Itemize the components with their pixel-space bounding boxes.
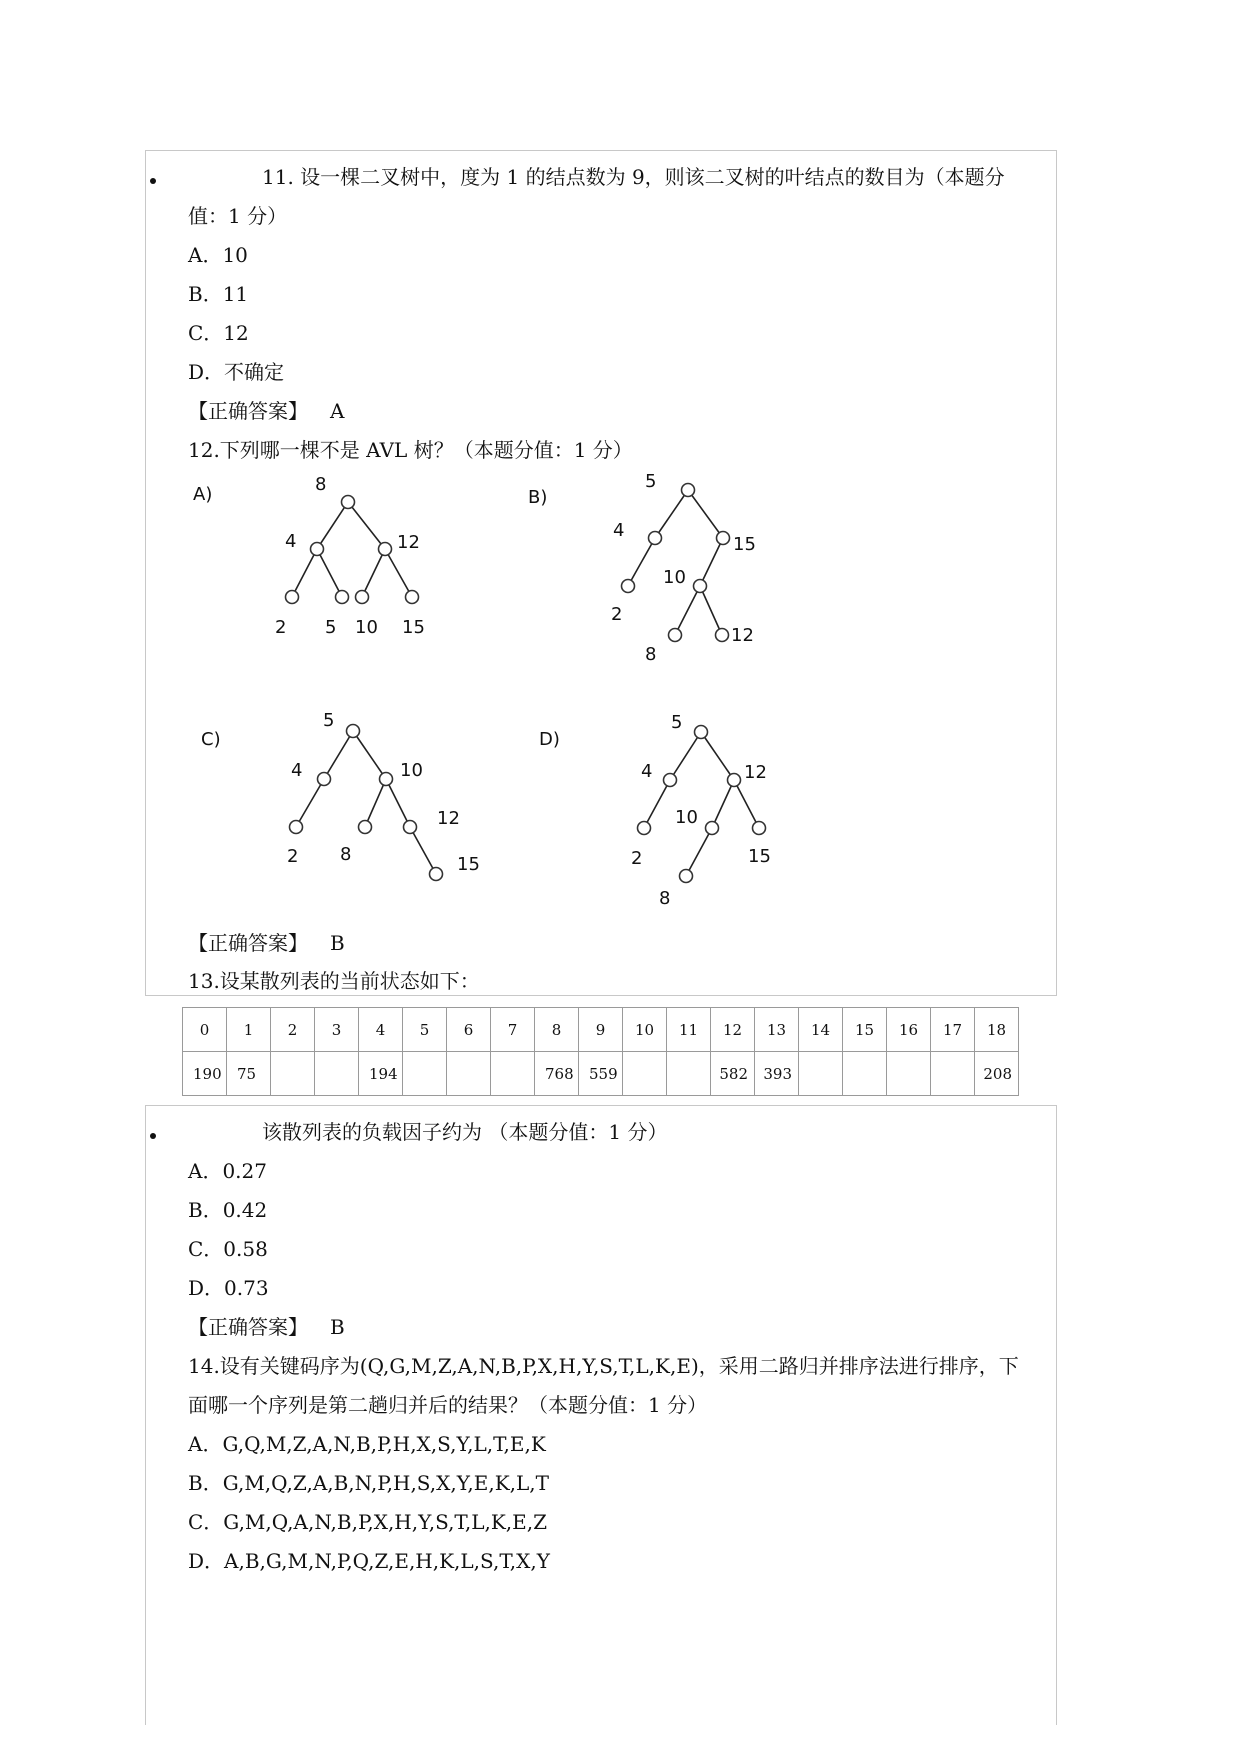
tree-c-value: 2 (287, 846, 299, 867)
q14-line2: 面哪一个序列是第二趟归并后的结果？（本题分值：1 分） (188, 1393, 708, 1417)
hash-value-cell (315, 1052, 359, 1096)
hash-index-cell: 14 (799, 1008, 843, 1052)
hash-index-cell: 8 (535, 1008, 579, 1052)
tree-d-node (706, 822, 719, 835)
hash-value-cell: 190 (183, 1052, 227, 1096)
hash-value-cell (887, 1052, 931, 1096)
tree-b-node (622, 580, 635, 593)
tree-a-node (342, 496, 355, 509)
answer-label: 【正确答案】 (188, 1315, 308, 1339)
tree-c-value: 10 (400, 760, 423, 781)
answer-value: A (330, 399, 345, 423)
tree-d (631, 712, 771, 909)
tree-c-node (347, 725, 360, 738)
tree-b-value: 5 (645, 471, 657, 492)
tree-c-value: 8 (340, 844, 352, 865)
list-bullet (150, 1133, 156, 1139)
hash-index-cell: 5 (403, 1008, 447, 1052)
tree-a-node (379, 543, 392, 556)
tree-d-node (695, 726, 708, 739)
tree-b-node (694, 580, 707, 593)
hash-index-cell: 18 (975, 1008, 1019, 1052)
tree-b-value: 4 (613, 520, 625, 541)
q13-question: 13.设某散列表的当前状态如下： (188, 969, 480, 993)
hash-value-cell: 208 (975, 1052, 1019, 1096)
tree-b-node (649, 532, 662, 545)
tree-b-node (717, 532, 730, 545)
tree-a-value: 10 (355, 617, 378, 638)
tree-c-label: C) (201, 729, 221, 750)
tree-c (287, 710, 480, 881)
hash-value-cell (447, 1052, 491, 1096)
hash-index-cell: 2 (271, 1008, 315, 1052)
hash-index-cell: 3 (315, 1008, 359, 1052)
tree-d-label: D) (539, 729, 560, 750)
tree-d-value: 2 (631, 848, 643, 869)
tree-d-value: 5 (671, 712, 683, 733)
q12-answer (188, 931, 345, 955)
tree-a-value: 12 (397, 532, 420, 553)
answer-value: B (330, 1315, 345, 1339)
tree-b-node (669, 629, 682, 642)
q11-option-c: C．12 (188, 321, 249, 345)
hash-value-cell (623, 1052, 667, 1096)
hash-value-cell: 768 (535, 1052, 579, 1096)
hash-value-cell: 393 (755, 1052, 799, 1096)
tree-d-value: 12 (744, 762, 767, 783)
tree-b-node (716, 629, 729, 642)
tree-c-node (290, 821, 303, 834)
hash-index-cell: 13 (755, 1008, 799, 1052)
tree-d-value: 10 (675, 807, 698, 828)
hash-value-cell (667, 1052, 711, 1096)
hash-index-cell: 0 (183, 1008, 227, 1052)
tree-b (611, 471, 756, 665)
hash-value-cell: 194 (359, 1052, 403, 1096)
q11-line1: 11. 设一棵二叉树中，度为 1 的结点数为 9，则该二叉树的叶结点的数目为（本题分 (262, 165, 1005, 189)
hash-value-cell (491, 1052, 535, 1096)
hash-value-cell: 582 (711, 1052, 755, 1096)
tree-a-value: 2 (275, 617, 287, 638)
tree-a-node (311, 543, 324, 556)
q11-option-d: D．不确定 (188, 360, 285, 384)
tree-c-value: 5 (323, 710, 335, 731)
q13-option-b: B．0.42 (188, 1198, 268, 1222)
list-bullet (150, 178, 156, 184)
avl-tree-diagrams (185, 470, 795, 920)
q13-load-factor-question: 该散列表的负载因子约为 （本题分值：1 分） (262, 1120, 668, 1144)
tree-d-node (664, 774, 677, 787)
tree-a-value: 8 (315, 474, 327, 495)
tree-c-node (318, 773, 331, 786)
q12-question: 12.下列哪一棵不是 AVL 树？（本题分值：1 分） (188, 438, 633, 462)
tree-a-node (336, 591, 349, 604)
tree-a-node (356, 591, 369, 604)
hash-index-cell: 9 (579, 1008, 623, 1052)
tree-d-value: 4 (641, 761, 653, 782)
hash-value-cell: 559 (579, 1052, 623, 1096)
tree-b-value: 8 (645, 644, 657, 665)
tree-d-node (728, 774, 741, 787)
hash-value-cell (403, 1052, 447, 1096)
tree-b-value: 12 (731, 625, 754, 646)
hash-index-cell: 4 (359, 1008, 403, 1052)
q11-line2: 值：1 分） (188, 204, 288, 228)
q14-option-b: B．G,M,Q,Z,A,B,N,P,H,S,X,Y,E,K,L,T (188, 1471, 549, 1495)
tree-c-value: 15 (457, 854, 480, 875)
hash-index-cell: 17 (931, 1008, 975, 1052)
answer-value: B (330, 931, 345, 955)
hash-value-cell (799, 1052, 843, 1096)
hash-index-cell: 15 (843, 1008, 887, 1052)
tree-d-node (753, 822, 766, 835)
tree-c-node (430, 868, 443, 881)
tree-d-value: 15 (748, 846, 771, 867)
q13-option-c: C．0.58 (188, 1237, 268, 1261)
tree-a (275, 474, 425, 638)
tree-b-value: 15 (733, 534, 756, 555)
answer-label: 【正确答案】 (188, 399, 308, 423)
hash-value-cell: 75 (227, 1052, 271, 1096)
tree-a-node (406, 591, 419, 604)
q13-option-d: D．0.73 (188, 1276, 269, 1300)
hash-index-cell: 16 (887, 1008, 931, 1052)
tree-c-value: 12 (437, 808, 460, 829)
tree-b-node (682, 484, 695, 497)
tree-d-value: 8 (659, 888, 671, 909)
tree-c-node (380, 773, 393, 786)
tree-b-value: 2 (611, 604, 623, 625)
tree-d-node (638, 822, 651, 835)
tree-c-value: 4 (291, 760, 303, 781)
tree-b-value: 10 (663, 567, 686, 588)
q14-option-d: D．A,B,G,M,N,P,Q,Z,E,H,K,L,S,T,X,Y (188, 1549, 550, 1573)
hash-value-cell (843, 1052, 887, 1096)
q14-option-c: C．G,M,Q,A,N,B,P,X,H,Y,S,T,L,K,E,Z (188, 1510, 547, 1534)
hash-table (182, 1007, 1019, 1096)
q11-answer (188, 399, 344, 423)
hash-index-row (183, 1008, 1019, 1052)
tree-a-value: 5 (325, 617, 337, 638)
answer-label: 【正确答案】 (188, 931, 308, 955)
hash-index-cell: 1 (227, 1008, 271, 1052)
hash-value-row (183, 1052, 1019, 1096)
hash-index-cell: 7 (491, 1008, 535, 1052)
q14-option-a: A．G,Q,M,Z,A,N,B,P,H,X,S,Y,L,T,E,K (188, 1432, 546, 1456)
q11-option-a: A．10 (188, 243, 248, 267)
tree-a-label: A) (193, 484, 213, 505)
hash-value-cell (271, 1052, 315, 1096)
tree-a-value: 15 (402, 617, 425, 638)
hash-index-cell: 12 (711, 1008, 755, 1052)
q11-option-b: B．11 (188, 282, 249, 306)
tree-a-value: 4 (285, 531, 297, 552)
tree-c-node (359, 821, 372, 834)
q13-answer (188, 1315, 345, 1339)
tree-a-node (286, 591, 299, 604)
q13-option-a: A．0.27 (188, 1159, 267, 1183)
hash-value-cell (931, 1052, 975, 1096)
tree-d-node (680, 870, 693, 883)
tree-b-label: B) (528, 487, 548, 508)
hash-index-cell: 11 (667, 1008, 711, 1052)
hash-index-cell: 6 (447, 1008, 491, 1052)
hash-index-cell: 10 (623, 1008, 667, 1052)
q14-line1: 14.设有关键码序为(Q,G,M,Z,A,N,B,P,X,H,Y,S,T,L,K,E)，采用二路归并排序法进行排序，下 (188, 1354, 1019, 1378)
tree-c-node (404, 821, 417, 834)
